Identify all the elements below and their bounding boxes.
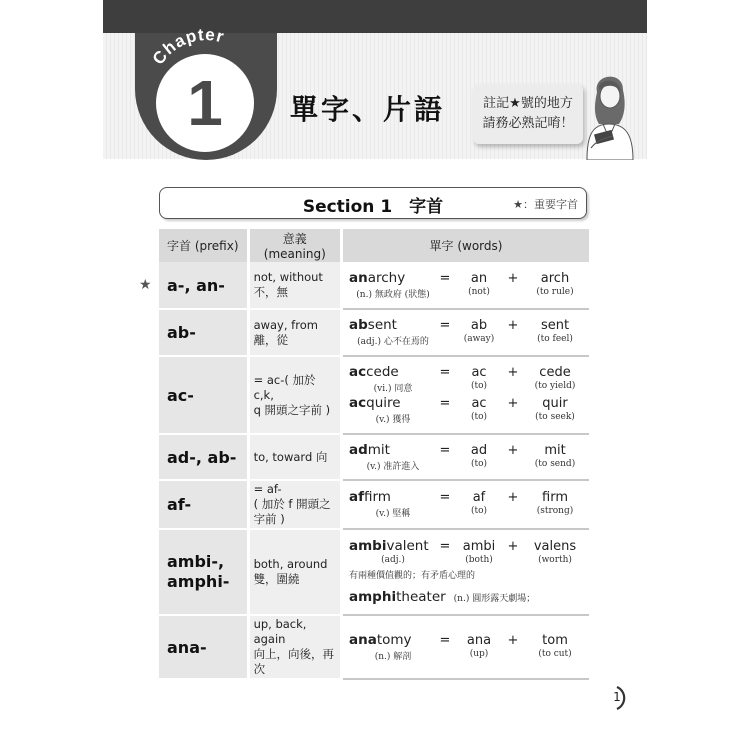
word-gloss: (n.) 無政府 (狀態) [356, 289, 430, 300]
word-gloss: (v.) 獲得 [375, 415, 411, 425]
prefix-cell: af- [159, 480, 248, 529]
part-a: ad [470, 442, 488, 458]
equals-sign: = [439, 270, 451, 286]
table-row [159, 356, 589, 434]
part-b-gloss: (to cut) [538, 648, 572, 659]
part-a-gloss: (away) [463, 334, 495, 344]
part-a: af [472, 490, 486, 505]
equals-sign: = [439, 318, 451, 333]
meaning-cell [248, 480, 341, 529]
page [103, 0, 647, 750]
part-b: firm [542, 490, 568, 505]
prefix-cell: ab- [159, 309, 248, 356]
meaning-cell [248, 615, 341, 679]
word: acquire [349, 395, 401, 411]
prefix-cell: ad-, ab- [159, 434, 248, 480]
meaning-zh: 離，從 [253, 332, 289, 347]
word: affirm [349, 489, 391, 505]
section-title: Section 1 字首 [302, 197, 444, 217]
chapter-title: 單字、片語 [290, 93, 446, 126]
part-b-gloss: (to feel) [537, 334, 573, 344]
meaning-en: not, without [253, 270, 323, 284]
word-gloss: (adj.) 心不在焉的 [357, 337, 429, 347]
part-b: arch [540, 270, 570, 286]
header-meaning: 意義 (meaning) [248, 229, 341, 262]
memo-line-1: 註記★號的地方 [483, 96, 573, 111]
word-gloss: (vi.) 同意 [373, 384, 413, 394]
table-row [159, 480, 589, 529]
chapter-number: 1 [187, 67, 223, 139]
prefix-cell: ana- [159, 615, 248, 679]
part-a-gloss: (not) [468, 286, 490, 297]
meaning-cell [248, 529, 341, 615]
words-cell [342, 480, 590, 529]
plus-sign: + [507, 490, 519, 505]
plus-sign: + [507, 318, 519, 333]
part-a-gloss: (to) [470, 506, 488, 516]
part-b: tom [542, 632, 568, 648]
chapter-word-text: Chapter [148, 24, 227, 69]
plus-sign: + [507, 365, 519, 380]
table-header-row [159, 229, 589, 262]
plus-sign: + [507, 632, 519, 648]
part-b: cede [539, 365, 571, 380]
part-b-gloss: (to seek) [535, 412, 575, 422]
part-a: an [470, 270, 488, 286]
section-header [159, 187, 587, 219]
plus-sign: + [507, 270, 519, 286]
meaning-en: both, around [253, 557, 328, 571]
table-row [159, 309, 589, 356]
prefix-cell [159, 529, 248, 615]
part-a: ab [470, 318, 488, 333]
meaning-en: = af- [253, 482, 282, 496]
plus-sign: + [507, 442, 519, 458]
words-cell [342, 434, 590, 480]
word-gloss: (adj.) [381, 555, 405, 565]
meaning-zh: 向上，向後，再次 [253, 647, 335, 676]
important-star-icon: ★ [139, 277, 152, 293]
header-words: 單字 (words) [342, 229, 590, 262]
table-row [159, 615, 589, 679]
equals-sign: = [439, 632, 451, 648]
words-cell [342, 615, 590, 679]
part-b: valens [533, 539, 577, 554]
word-gloss: (v.) 堅稱 [375, 509, 411, 519]
meaning-en: to, toward 向 [253, 449, 328, 464]
part-b: sent [540, 318, 570, 333]
meaning-zh: 雙，圍繞 [253, 572, 300, 586]
part-a: ac [471, 396, 487, 411]
word: anatomy [349, 631, 412, 648]
part-a: ambi [462, 539, 496, 554]
page-number [607, 684, 635, 712]
part-b-gloss: (to yield) [534, 381, 576, 391]
memo-line-2: 請務必熟記唷！ [482, 116, 574, 131]
meaning-en: away, from [253, 317, 318, 332]
equals-sign: = [439, 396, 451, 411]
meaning-zh: q 開頭之字前 ) [253, 402, 331, 417]
meaning-cell [248, 309, 341, 356]
prefix-cell: ac- [159, 356, 248, 434]
word-gloss: (n.) 解剖 [374, 651, 412, 662]
table-row [159, 434, 589, 480]
meaning-cell [248, 356, 341, 434]
word: anarchy [349, 269, 406, 286]
prefix-table [159, 229, 589, 680]
equals-sign: = [439, 490, 451, 505]
prefix-label: ambi-, amphi- [167, 552, 230, 591]
memo-note [473, 84, 583, 144]
word: accede [349, 364, 399, 380]
word-gloss: (v.) 准許進入 [366, 461, 420, 472]
part-b-gloss: (to send) [534, 458, 576, 469]
part-a-gloss: (to) [470, 412, 488, 422]
words-cell [342, 356, 590, 434]
part-b-gloss: (worth) [538, 555, 572, 565]
part-b: quir [542, 396, 568, 411]
plus-sign: + [507, 396, 519, 411]
part-b: mit [544, 442, 566, 458]
words-cell [342, 309, 590, 356]
table-row [159, 262, 589, 309]
word-definition: 有兩種價值觀的；有矛盾心理的 [349, 571, 476, 581]
meaning-zh: 不，無 [253, 285, 289, 299]
header-prefix: 字首 (prefix) [159, 229, 248, 262]
meaning-en: = ac-( 加於 c,k, [253, 372, 316, 402]
word: ambivalent [349, 538, 429, 554]
equals-sign: = [439, 539, 451, 554]
word-definition: (n.) 圓形露天劇場； [453, 594, 536, 604]
words-cell [342, 262, 590, 309]
prefix-cell: a-, an- [159, 262, 248, 309]
part-a-gloss: (to) [470, 458, 488, 469]
word: amphitheater [349, 589, 446, 605]
part-a-gloss: (to) [470, 381, 488, 391]
words-cell [342, 529, 590, 615]
equals-sign: = [439, 442, 451, 458]
part-b-gloss: (to rule) [536, 286, 574, 297]
table-row [159, 529, 589, 615]
equals-sign: = [439, 365, 451, 380]
part-a: ac [471, 365, 487, 380]
word: admit [349, 441, 390, 458]
meaning-cell [248, 434, 341, 480]
page-number-text: 1 [613, 690, 621, 704]
woman-illustration [579, 68, 639, 160]
plus-sign: + [507, 539, 519, 554]
meaning-cell [248, 262, 341, 309]
important-legend: ★：重要字首 [513, 198, 578, 211]
part-a-gloss: (up) [469, 648, 489, 659]
meaning-zh: ( 加於 f 開頭之字前 ) [253, 497, 331, 526]
meaning-en: up, back, again [253, 617, 307, 646]
word: absent [349, 317, 397, 333]
part-a-gloss: (both) [465, 555, 493, 565]
part-b-gloss: (strong) [536, 506, 574, 516]
part-a: ana [466, 632, 492, 648]
